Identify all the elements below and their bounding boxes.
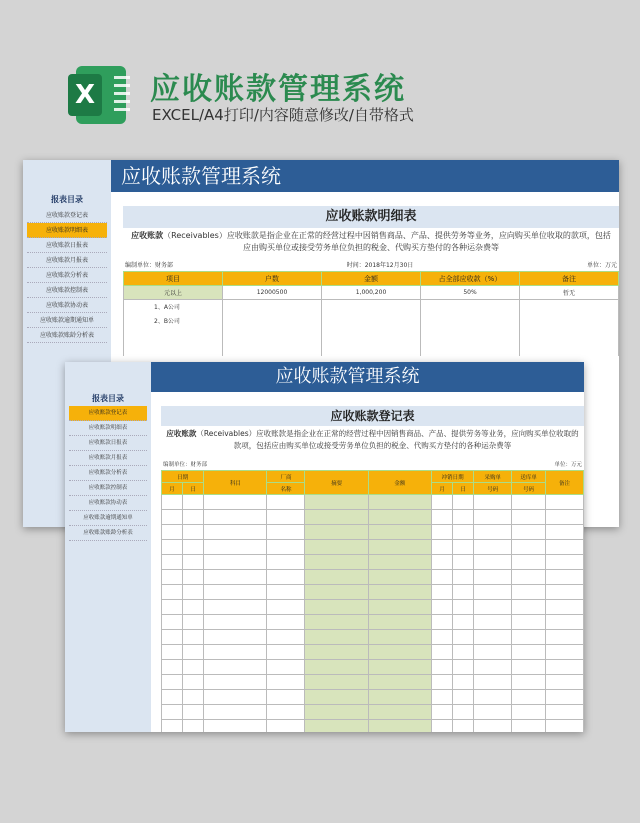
table-row (124, 314, 619, 328)
table-cell[interactable] (545, 660, 583, 675)
table-cell[interactable] (512, 495, 546, 510)
table-cell[interactable] (305, 510, 368, 525)
table-cell[interactable] (204, 690, 267, 705)
table-cell[interactable] (520, 300, 619, 314)
table-cell[interactable] (204, 510, 267, 525)
table-cell[interactable] (124, 328, 223, 342)
table-cell[interactable] (305, 645, 368, 660)
table-cell[interactable] (512, 570, 546, 585)
date-label: 时间：2018年12月30日 (346, 262, 414, 269)
table-cell[interactable] (453, 585, 474, 600)
table-cell[interactable] (305, 585, 368, 600)
table-cell[interactable] (267, 720, 305, 733)
table-cell[interactable] (162, 630, 183, 645)
table-cell[interactable] (183, 540, 204, 555)
table-cell[interactable] (512, 540, 546, 555)
table-cell[interactable] (421, 300, 520, 314)
table-cell[interactable] (204, 675, 267, 690)
table-cell[interactable] (267, 525, 305, 540)
sidebar-item-overdue[interactable]: 应收账款逾期通知单 (69, 511, 147, 526)
table-cell[interactable] (267, 585, 305, 600)
table-cell[interactable] (432, 615, 453, 630)
sheet-content (123, 206, 619, 356)
table-cell[interactable] (545, 510, 583, 525)
table-cell[interactable] (432, 705, 453, 720)
table-cell[interactable] (512, 615, 546, 630)
table-cell[interactable] (474, 540, 512, 555)
table-cell[interactable] (183, 585, 204, 600)
table-cell[interactable] (453, 495, 474, 510)
table-cell[interactable]: 50% (421, 286, 520, 300)
column-header-month: 月 (162, 483, 183, 495)
sidebar-item-coordination[interactable]: 应收账款协动表 (69, 496, 147, 511)
table-cell[interactable] (204, 600, 267, 615)
table-cell[interactable]: 1、A公司 (124, 300, 223, 314)
table-header-row (124, 272, 619, 286)
table-cell[interactable] (368, 585, 431, 600)
table-cell[interactable] (183, 555, 204, 570)
column-header: 金额 (322, 272, 421, 286)
table-row (162, 600, 584, 615)
table-cell[interactable] (162, 720, 183, 733)
table-cell[interactable] (183, 630, 204, 645)
sidebar-item-monthly[interactable]: 应收账款月报表 (69, 451, 147, 466)
table-cell[interactable] (322, 300, 421, 314)
table-cell[interactable] (432, 585, 453, 600)
table-row (162, 690, 584, 705)
table-cell[interactable] (545, 720, 583, 733)
table-cell[interactable] (453, 555, 474, 570)
table-cell[interactable] (223, 328, 322, 342)
table-cell[interactable] (520, 328, 619, 342)
table-cell[interactable] (162, 495, 183, 510)
excel-letter: X (68, 74, 102, 116)
table-cell[interactable] (512, 675, 546, 690)
table-row (162, 570, 584, 585)
column-header-day: 日 (183, 483, 204, 495)
table-cell[interactable] (474, 615, 512, 630)
table-row (162, 555, 584, 570)
sidebar-item-analysis[interactable]: 应收账款分析表 (27, 268, 107, 283)
table-cell[interactable] (432, 720, 453, 733)
table-cell[interactable] (474, 585, 512, 600)
table-cell[interactable] (204, 525, 267, 540)
column-header-month: 月 (432, 483, 453, 495)
table-cell[interactable] (267, 615, 305, 630)
table-row (162, 510, 584, 525)
register-table (161, 470, 584, 732)
column-header-remarks: 备注 (545, 471, 583, 495)
table-cell[interactable] (474, 705, 512, 720)
table-cell[interactable] (162, 675, 183, 690)
table-cell[interactable] (368, 525, 431, 540)
description-label: 应收账款 (131, 231, 164, 240)
column-header-amount: 金额 (368, 471, 431, 495)
table-cell[interactable] (520, 342, 619, 356)
table-cell[interactable] (162, 660, 183, 675)
table-cell[interactable] (223, 314, 322, 328)
table-row (162, 615, 584, 630)
sidebar-item-aging[interactable]: 应收账款账龄分析表 (27, 328, 107, 343)
table-cell[interactable] (545, 495, 583, 510)
sidebar-item-control[interactable]: 应收账款控制表 (27, 283, 107, 298)
table-cell[interactable] (453, 690, 474, 705)
sidebar-item-analysis[interactable]: 应收账款分析表 (69, 466, 147, 481)
table-cell[interactable] (453, 630, 474, 645)
sidebar-item-overdue[interactable]: 应收账款逾期通知单 (27, 313, 107, 328)
table-cell[interactable] (162, 600, 183, 615)
sidebar-item-register[interactable]: 应收账款登记表 (69, 406, 147, 421)
table-cell[interactable] (223, 300, 322, 314)
table-cell[interactable] (368, 495, 431, 510)
table-cell[interactable] (305, 690, 368, 705)
sidebar-item-detail[interactable]: 应收账款明细表 (69, 421, 147, 436)
column-header-day: 日 (453, 483, 474, 495)
table-cell[interactable] (368, 690, 431, 705)
table-cell[interactable] (124, 342, 223, 356)
currency-label: 单位：万元 (586, 262, 617, 269)
column-header-purchase-order: 采购单 (474, 471, 512, 483)
table-cell[interactable] (453, 600, 474, 615)
sheet-receivables-register (65, 362, 584, 732)
table-cell[interactable] (474, 570, 512, 585)
sidebar-item-daily[interactable]: 应收账款日报表 (27, 238, 107, 253)
table-cell[interactable] (512, 600, 546, 615)
table-cell[interactable] (267, 600, 305, 615)
table-cell[interactable] (432, 555, 453, 570)
description-label: 应收账款 (166, 429, 197, 438)
table-cell[interactable] (368, 675, 431, 690)
table-cell[interactable] (183, 510, 204, 525)
table-cell[interactable] (453, 540, 474, 555)
table-cell[interactable] (512, 510, 546, 525)
table-cell[interactable] (183, 525, 204, 540)
excel-icon (68, 66, 126, 124)
table-cell[interactable] (368, 720, 431, 733)
table-cell[interactable] (305, 555, 368, 570)
table-cell[interactable] (512, 690, 546, 705)
table-cell[interactable] (162, 570, 183, 585)
table-cell[interactable] (305, 705, 368, 720)
table-cell[interactable] (512, 645, 546, 660)
sidebar-item-aging[interactable]: 应收账款账龄分析表 (69, 526, 147, 541)
table-cell[interactable] (474, 645, 512, 660)
table-cell[interactable] (512, 720, 546, 733)
table-cell[interactable] (453, 570, 474, 585)
table-cell[interactable] (453, 660, 474, 675)
page-header (0, 0, 640, 145)
table-row (162, 675, 584, 690)
column-header: 项目 (124, 272, 223, 286)
table-cell[interactable] (368, 645, 431, 660)
sidebar-item-control[interactable]: 应收账款控制表 (69, 481, 147, 496)
table-cell[interactable] (183, 645, 204, 660)
column-header: 备注 (520, 272, 619, 286)
table-cell[interactable] (512, 525, 546, 540)
table-cell[interactable] (183, 615, 204, 630)
description-text: （Receivables）应收账款是指企业在正常的经营过程中因销售商品、产品、提供劳务等业务，应向购买单位收取的款项，包括应由购买单位或接受劳务单位负担的税金、代购买方垫付的各种运杂费等 (196, 429, 579, 450)
table-cell[interactable] (267, 690, 305, 705)
table-cell[interactable]: 元以上 (124, 286, 223, 300)
table-cell[interactable] (474, 660, 512, 675)
table-cell[interactable] (322, 314, 421, 328)
table-cell[interactable] (474, 510, 512, 525)
table-cell[interactable] (162, 615, 183, 630)
column-header-vendor: 厂商 (267, 471, 305, 483)
table-cell[interactable] (545, 675, 583, 690)
table-cell[interactable] (305, 720, 368, 733)
table-cell[interactable] (545, 690, 583, 705)
column-header: 户数 (223, 272, 322, 286)
detail-table (123, 271, 619, 356)
table-cell[interactable] (267, 555, 305, 570)
table-cell[interactable] (204, 645, 267, 660)
table-cell[interactable] (204, 570, 267, 585)
table-cell[interactable] (432, 495, 453, 510)
table-row (162, 630, 584, 645)
sheet-title-bar: 应收账款管理系统 (151, 362, 584, 392)
column-header-number: 号码 (474, 483, 512, 495)
table-cell[interactable]: 1,000,200 (322, 286, 421, 300)
table-cell[interactable] (305, 615, 368, 630)
table-cell[interactable] (183, 705, 204, 720)
table-cell[interactable] (368, 555, 431, 570)
table-cell[interactable] (474, 525, 512, 540)
table-cell[interactable] (545, 525, 583, 540)
sidebar (65, 362, 151, 732)
column-header-writeoff-date: 冲销日期 (432, 471, 474, 483)
table-cell[interactable] (453, 675, 474, 690)
table-cell[interactable] (204, 660, 267, 675)
table-cell[interactable] (204, 630, 267, 645)
table-cell[interactable] (305, 525, 368, 540)
table-cell[interactable] (545, 585, 583, 600)
table-cell[interactable] (368, 540, 431, 555)
column-header: 占全部应收款（%） (421, 272, 520, 286)
table-cell[interactable] (267, 570, 305, 585)
page-subtitle: EXCEL/A4打印/内容随意修改/自带格式 (152, 106, 414, 124)
table-cell[interactable] (453, 615, 474, 630)
column-header-summary: 摘要 (305, 471, 368, 495)
column-header-delivery-order: 送库单 (512, 471, 546, 483)
table-cell[interactable] (453, 510, 474, 525)
unit-label: 编制单位：财务部 (163, 462, 208, 468)
sidebar-item-coordination[interactable]: 应收账款协动表 (27, 298, 107, 313)
table-cell[interactable] (267, 630, 305, 645)
description (161, 426, 584, 454)
description-text: （Receivables）应收账款是指企业在正常的经营过程中因销售商品、产品、提供劳务等业务，应向购买单位收取的款项，包括应由购买单位或接受劳务单位负担的税金、代购买方垫付的各种运杂费等 (163, 231, 611, 252)
column-header-subject: 科目 (204, 471, 267, 495)
table-cell[interactable] (183, 570, 204, 585)
table-cell[interactable] (305, 660, 368, 675)
table-cell[interactable] (267, 645, 305, 660)
table-row (162, 585, 584, 600)
table-cell[interactable] (267, 495, 305, 510)
table-cell[interactable] (545, 570, 583, 585)
table-cell[interactable] (267, 705, 305, 720)
table-cell[interactable] (432, 675, 453, 690)
description (123, 228, 619, 256)
table-cell[interactable] (474, 720, 512, 733)
table-cell[interactable] (305, 570, 368, 585)
table-cell[interactable] (545, 600, 583, 615)
table-cell[interactable] (267, 675, 305, 690)
table-cell[interactable] (183, 690, 204, 705)
sheet-title-bar: 应收账款管理系统 (111, 160, 619, 192)
table-cell[interactable] (545, 615, 583, 630)
table-cell[interactable] (267, 510, 305, 525)
table-cell[interactable] (162, 690, 183, 705)
table-title: 应收账款明细表 (123, 206, 619, 228)
sidebar-item-monthly[interactable]: 应收账款月报表 (27, 253, 107, 268)
currency-label: 单位：万元 (554, 462, 582, 468)
table-cell[interactable] (520, 314, 619, 328)
table-cell[interactable]: 12000500 (223, 286, 322, 300)
table-row (124, 286, 619, 300)
table-cell[interactable] (204, 555, 267, 570)
table-cell[interactable] (368, 705, 431, 720)
meta-row (161, 458, 584, 470)
table-cell[interactable] (453, 645, 474, 660)
table-cell[interactable] (204, 540, 267, 555)
table-cell[interactable] (432, 510, 453, 525)
table-cell[interactable] (162, 645, 183, 660)
table-cell[interactable] (421, 328, 520, 342)
table-cell[interactable] (432, 570, 453, 585)
table-row (162, 705, 584, 720)
column-header-date: 日期 (162, 471, 204, 483)
table-row (124, 300, 619, 314)
register-body (162, 495, 584, 733)
table-row (162, 495, 584, 510)
table-cell[interactable] (162, 525, 183, 540)
table-cell[interactable] (512, 585, 546, 600)
table-cell[interactable] (512, 705, 546, 720)
table-cell[interactable] (305, 540, 368, 555)
meta-row (123, 258, 619, 271)
column-header-number: 号码 (512, 483, 546, 495)
column-header-name: 名称 (267, 483, 305, 495)
table-cell[interactable] (432, 540, 453, 555)
table-cell[interactable] (512, 630, 546, 645)
table-cell[interactable] (432, 660, 453, 675)
table-cell[interactable] (223, 342, 322, 356)
table-cell[interactable] (267, 660, 305, 675)
table-cell[interactable] (545, 555, 583, 570)
table-cell[interactable]: 暂无 (520, 286, 619, 300)
table-cell[interactable] (204, 720, 267, 733)
sidebar-title: 报表目录 (23, 192, 111, 208)
table-title: 应收账款登记表 (161, 406, 584, 426)
table-cell[interactable] (162, 585, 183, 600)
table-cell[interactable] (512, 660, 546, 675)
table-cell[interactable] (183, 675, 204, 690)
table-cell[interactable] (432, 690, 453, 705)
page-title: 应收账款管理系统 (150, 72, 406, 107)
sidebar-item-daily[interactable]: 应收账款日报表 (69, 436, 147, 451)
table-cell[interactable] (453, 705, 474, 720)
table-cell[interactable] (512, 555, 546, 570)
table-cell[interactable] (432, 630, 453, 645)
sidebar-title: 报表目录 (65, 392, 151, 406)
table-cell[interactable] (545, 540, 583, 555)
table-cell[interactable] (162, 705, 183, 720)
table-cell[interactable] (545, 645, 583, 660)
table-cell[interactable] (474, 690, 512, 705)
table-cell[interactable] (368, 615, 431, 630)
table-cell[interactable] (432, 645, 453, 660)
table-cell[interactable] (368, 660, 431, 675)
table-cell[interactable] (474, 675, 512, 690)
unit-label: 编制单位：财务部 (125, 262, 174, 269)
table-cell[interactable] (368, 630, 431, 645)
table-cell[interactable] (204, 495, 267, 510)
table-cell[interactable] (162, 540, 183, 555)
table-cell[interactable] (474, 555, 512, 570)
table-cell[interactable] (204, 705, 267, 720)
table-cell[interactable] (305, 600, 368, 615)
sidebar-item-detail[interactable]: 应收账款明细表 (27, 223, 107, 238)
table-row (162, 660, 584, 675)
table-row (162, 645, 584, 660)
table-row (124, 328, 619, 342)
table-cell[interactable] (432, 525, 453, 540)
table-row (162, 525, 584, 540)
table-cell[interactable] (305, 630, 368, 645)
table-cell[interactable] (204, 615, 267, 630)
table-cell[interactable] (183, 720, 204, 733)
table-cell[interactable] (322, 328, 421, 342)
table-cell[interactable] (421, 342, 520, 356)
table-cell[interactable] (545, 705, 583, 720)
table-cell[interactable] (368, 510, 431, 525)
sheet-content (161, 406, 584, 732)
table-cell[interactable] (474, 600, 512, 615)
table-cell[interactable] (162, 510, 183, 525)
table-cell[interactable] (368, 570, 431, 585)
table-cell[interactable] (453, 525, 474, 540)
table-cell[interactable] (305, 675, 368, 690)
table-cell[interactable] (421, 314, 520, 328)
table-cell[interactable] (305, 495, 368, 510)
table-cell[interactable] (183, 600, 204, 615)
table-cell[interactable] (368, 600, 431, 615)
table-cell[interactable] (432, 600, 453, 615)
table-cell[interactable] (162, 555, 183, 570)
sidebar-item-register[interactable]: 应收账款登记表 (27, 208, 107, 223)
table-cell[interactable] (204, 585, 267, 600)
table-cell[interactable] (267, 540, 305, 555)
table-cell[interactable] (183, 660, 204, 675)
table-cell[interactable]: 2、B公司 (124, 314, 223, 328)
table-cell[interactable] (545, 630, 583, 645)
table-cell[interactable] (322, 342, 421, 356)
table-row (162, 540, 584, 555)
table-cell[interactable] (474, 495, 512, 510)
table-cell[interactable] (183, 495, 204, 510)
table-cell[interactable] (474, 630, 512, 645)
table-row (124, 342, 619, 356)
table-row (162, 720, 584, 733)
table-cell[interactable] (453, 720, 474, 733)
table-header-row (162, 471, 584, 483)
